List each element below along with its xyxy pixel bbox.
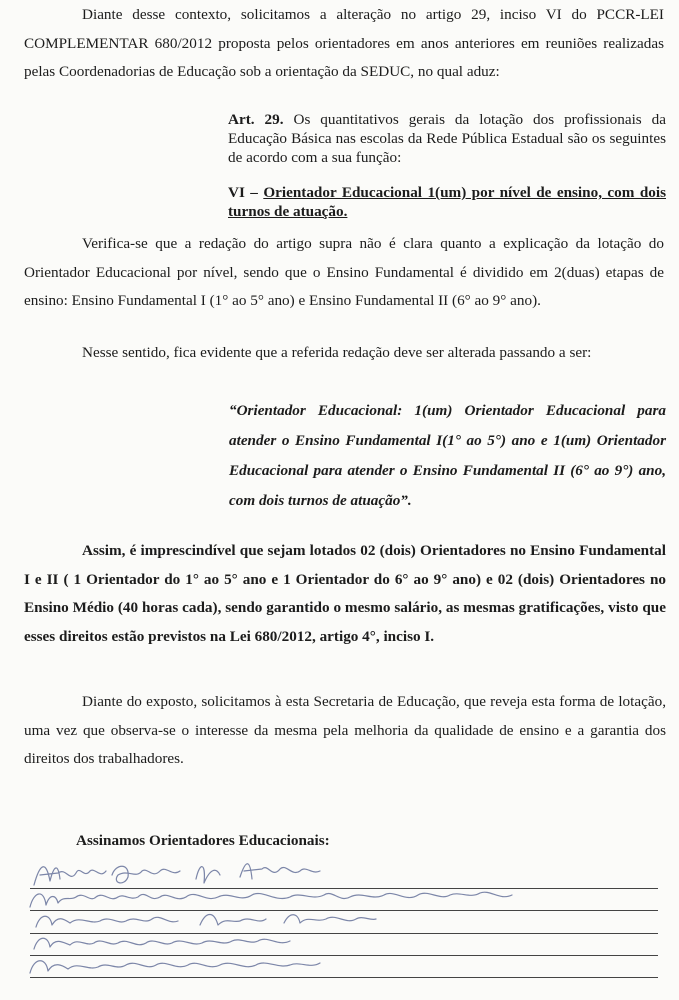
- proposed-wording: “Orientador Educacional: 1(um) Orientador Educacional para atender o Ensino Fundamental I(1° ao 5°) ano e 1(um) Orientador Educacional para atender o Ensino Fundamental II (6° ao 9°) ano, com dois turnos de atuação”.: [229, 402, 666, 509]
- quoted-article-29: [228, 110, 666, 167]
- paragraph-requirement: Assim, é imprescindível que sejam lotados 02 (dois) Orientadores no Ensino Fundamental I e II ( 1 Orientador do 1° ao 5° ano e 1 Orientador do 6° ao 9° ano) e 02 (dois) Orientadores no Ensino Médio (40 horas cada), sendo garantido o mesmo salário, as mesmas gratificações, visto que esses direitos estão previstos na Lei 680/2012, artigo 4°, inciso I.: [24, 542, 666, 645]
- quoted-inciso-vi: [228, 183, 666, 221]
- paragraph-consequence: Nesse sentido, fica evidente que a referida redação deve ser alterada passando a ser:: [82, 344, 592, 361]
- article-label: Art. 29.: [228, 111, 284, 128]
- handwritten-signatures: [0, 845, 679, 995]
- paragraph-verification: Verifica-se que a redação do artigo supra não é clara quanto a explicação da lotação do Orientador Educacional por nível, sendo que o Ensino Fundamental é dividido em 2(duas) etapas de ensino: Ensino Fundamental I (1° ao 5° ano) e Ensino Fundamental II (6° ao 9° ano).: [24, 235, 664, 309]
- inciso-prefix: VI –: [228, 184, 264, 201]
- article-text: Os quantitativos gerais da lotação dos profissionais da Educação Básica nas escolas da Rede Pública Estadual são os seguintes de acordo com a sua função:: [228, 111, 666, 166]
- inciso-text: Orientador Educacional 1(um) por nível de ensino, com dois turnos de atuação.: [228, 184, 666, 220]
- paragraph-context: Diante desse contexto, solicitamos a alteração no artigo 29, inciso VI do PCCR-LEI COMPLEMENTAR 680/2012 proposta pelos orientadores em anos anteriores em reuniões realizadas pelas Coordenadorias de Educação sob a orientação da SEDUC, no qual aduz:: [24, 6, 664, 80]
- paragraph-request: Diante do exposto, solicitamos à esta Secretaria de Educação, que reveja esta forma de lotação, uma vez que observa-se o interesse da mesma pela melhoria da qualidade de ensino e a garantia dos direitos dos trabalhadores.: [24, 693, 666, 767]
- signatures-title: Assinamos Orientadores Educacionais:: [76, 832, 330, 849]
